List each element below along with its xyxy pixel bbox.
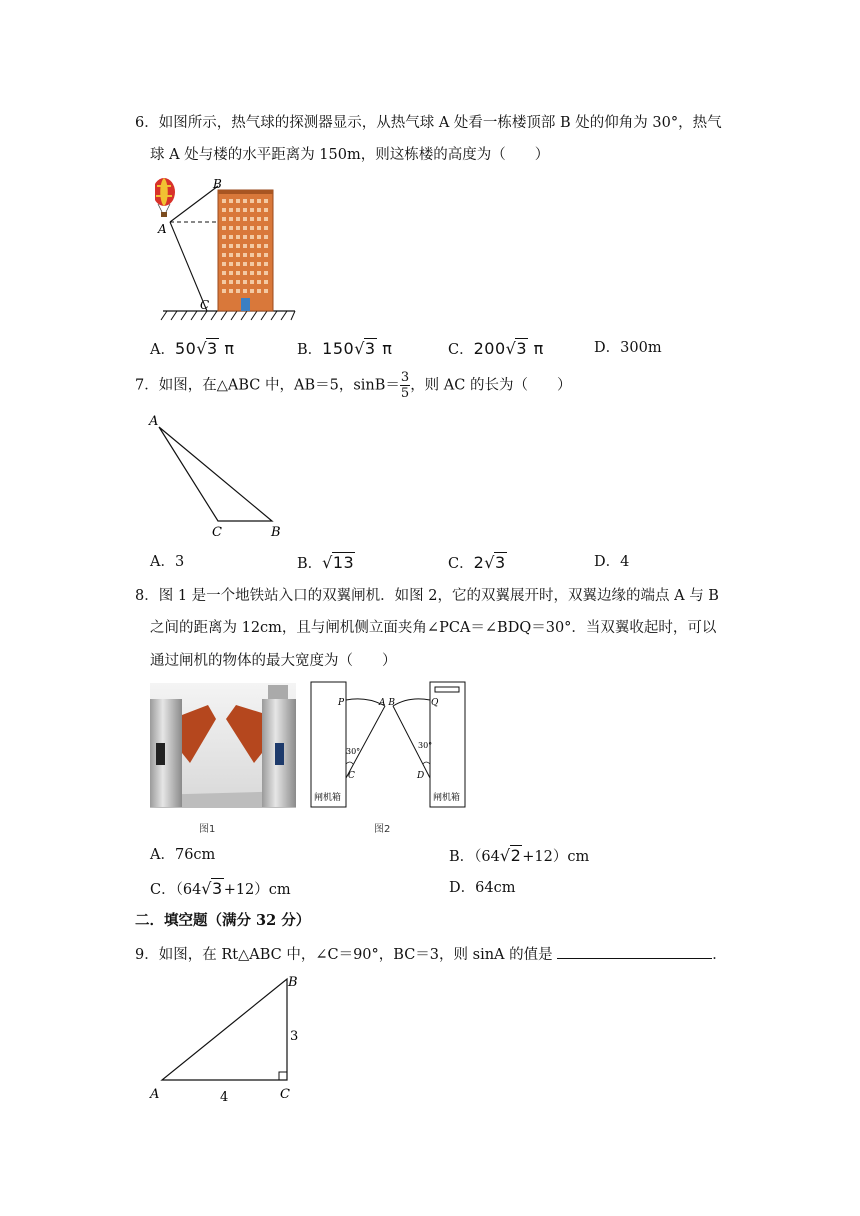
q6-label-b: B [213,177,222,191]
q7-option-c[interactable]: C．2√3 [448,553,506,572]
q6-line2: 球 A 处与楼的水平距离为 150m，则这栋楼的高度为（ ） [150,147,550,163]
q8-fig2-label-ab: A B [379,698,395,708]
q6-figure [155,172,305,324]
q7-label-c: C [212,525,222,540]
q7-label-b: B [271,525,281,540]
q9-answer-blank[interactable] [557,944,712,959]
q7-option-d[interactable]: D．4 [594,554,630,570]
q8-fig2-label-c: C [348,771,355,781]
q8-fig2-box-right: 闸机箱 [433,793,461,803]
q8-fig2-angle-left: 30° [346,747,361,756]
q7-stem-pre: 7．如图，在△ABC 中，AB＝5，sinB＝ [135,377,400,394]
q8-figure2-diagram [307,680,469,810]
q8-fig2-label-q: Q [431,698,439,708]
q8-fig2-angle-right: 30° [418,741,433,750]
q8-line3: 通过闸机的物体的最大宽度为（ ） [150,653,397,669]
section-heading-fill-in: 二．填空题（满分 32 分） [135,912,311,929]
q8-line2: 之间的距离为 12cm，且与闸机侧立面夹角∠PCA＝∠BDQ＝30°．当双翼收起时，可以 [150,620,717,636]
q8-fig2-label-d: D [417,771,425,781]
q7-stem [135,370,571,401]
q8-fig1-caption: 图1 [199,824,216,835]
q9-figure [140,970,320,1105]
q8-option-a[interactable]: A．76cm [150,847,216,863]
q6-option-b[interactable]: B．150√3 π [297,339,393,358]
q9-label-b: B [288,975,298,990]
q7-figure [145,410,295,540]
q8-option-b[interactable]: B．（64√2+12）cm [449,846,590,865]
q6-option-a[interactable]: A．50√3 π [150,339,235,358]
q8-option-c[interactable]: C．（64√3+12）cm [150,879,291,898]
q9-side-bc: 3 [290,1029,299,1044]
q8-fig2-label-p: P [338,698,345,708]
q7-label-a: A [149,414,159,429]
q9-stem: 9．如图，在 Rt△ABC 中，∠C＝90°，BC＝3，则 sinA 的值是 ． [135,944,727,965]
q7-option-a[interactable]: A．3 [150,554,185,570]
q9-label-a: A [150,1087,160,1102]
q9-label-c: C [280,1087,290,1102]
q8-option-d[interactable]: D．64cm [449,880,516,896]
q7-option-b[interactable]: B．√13 [297,553,355,572]
q8-figure1-photo [150,683,296,808]
q6-label-a: A [158,222,167,236]
q8-line1: 8．图 1 是一个地铁站入口的双翼闸机．如图 2，它的双翼展开时，双翼边缘的端点 A 与 B [135,588,719,604]
q8-fig2-box-left: 闸机箱 [314,793,342,803]
q6-option-d[interactable]: D．300m [594,340,662,356]
q7-stem-post: ，则 AC 的长为（ ） [410,377,572,394]
q8-fig2-caption: 图2 [374,824,391,835]
q6-label-c: C [200,298,210,312]
q9-side-ac: 4 [220,1090,229,1105]
q7-fraction: $\frac{3}{5}$ [400,370,410,401]
q6-option-c[interactable]: C．200√3 π [448,339,544,358]
q6-line1: 6．如图所示，热气球的探测器显示，从热气球 A 处看一栋楼顶部 B 处的仰角为 30°，热气 [135,115,722,131]
